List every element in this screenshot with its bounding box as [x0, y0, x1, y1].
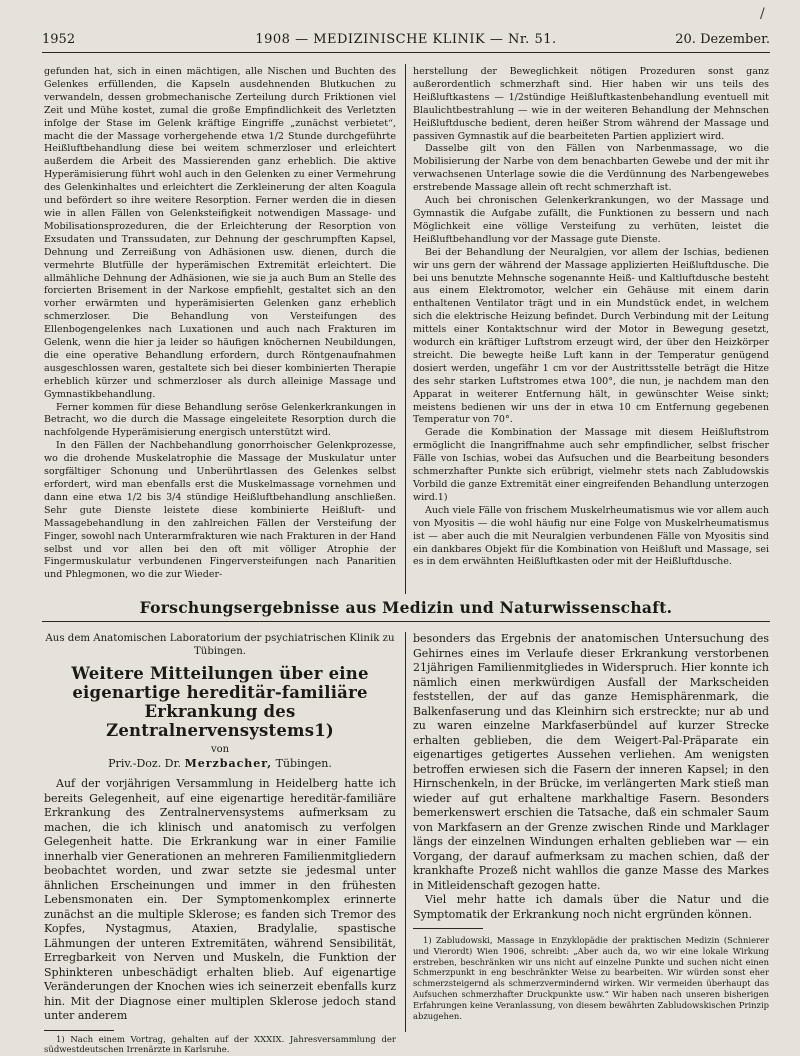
footnote-block: [413, 935, 769, 1021]
column-divider: [405, 632, 406, 1032]
paragraph: herstellung der Beweglichkeit nötigen Prozeduren sonst ganz außerordentlich schmerzhaft sind. Hier haben wir uns teils des Heißluftkastens — 1/2stündige Heißluftkastenbehandlung eventuell mit Blaulichtbestrahlung — wie in der weiteren Behandlung der Mehnschen Heißluftdusche bedient, deren heißer Strom während der Massage und passiven Gymnastik auf die bearbeiteten Partien appliziert wird.: [413, 66, 769, 142]
paragraph: Gerade die Kombination der Massage mit diesem Heißluftstrom ermöglicht die Inangriffnahme auch sehr empfindlicher, selbst frischer Fälle von Ischias, wobei das Aufsuchen und die Bearbeitung besonders schmerzhafter Punkte sich erübrigt, vielmehr stets nach Zabludowskis Vorbild die ganze Extremität einer eingreifenden Behandlung unterzogen wird.1): [413, 427, 769, 503]
footnote: 1) Nach einem Vortrag, gehalten auf der XXXIX. Jahresversammlung der südwestdeutschen Irrenärzte in Karlsruhe.: [44, 1034, 396, 1056]
paragraph: besonders das Ergebnis der anatomischen Untersuchung des Gehirnes eines im Verlaufe dieser Erkrankung verstorbenen 21jährigen Familienmitgliedes in Widerspruch. Hier konnte ich nämlich einen merkwürdigen Ausfall der Markscheiden feststellen, der auf das ganze Hemisphärenmark, die Balkenfaserung und das Kleinhirn sich erstreckte; nur ab und zu waren einzelne Markfaserbündel auf kurzer Strecke erhalten geblieben, die dem Weigert-Pal-Präparate ein eigenartiges getigertes Aussehen verliehen. Am wenigsten betroffen erwiesen sich die Fasern der inneren Kapsel; in den Hirnschenkeln, in der Brücke, im verlängerten Mark stieß man wieder auf gut erhaltene markhaltige Fasern. Besonders bemerkenswert erschien die Tatsache, daß ein schmaler Saum von Markfasern an der Grenze zwischen Rinde und Marklager längs der einzelnen Windungen erhalten geblieben war — ein Vorgang, der darauf aufmerksam zu machen schien, daß der krankhafte Prozeß nicht wahllos die ganze Masse des Markes in Mitleidenschaft gezogen hatte.: [413, 632, 769, 892]
article-left-column: [44, 632, 396, 1056]
footnote-rule: [44, 1030, 114, 1031]
page-number: 1952: [42, 32, 76, 47]
paragraph: gefunden hat, sich in einen mächtigen, alle Nischen und Buchten des Gelenkes erfüllenden, die Kapseln ausdehnenden Blutkuchen zu verwandeln, dessen grobmechanische Zerteilung durch Friktionen viel Zeit und Mühe kostet, zumal die große Empfindlichkeit des Verletzten infolge der Stase im Gelenk kräftige Eingriffe „zunächst verbietet“, macht die der Massage vorhergehende etwa 1/2 Stunde durchgeführte Heißluftbehandlung diese bei weitem schmerzloser und erleichtert außerdem die Arbeit des Massierenden ganz erheblich. Die aktive Hyperämisierung führt wohl auch in den Gelenken zu einer Vermehrung des Gelenkinhaltes und erleichtert die Zerkleinerung der alten Koagula und befördert so ihre weitere Resorption. Ferner werden die in diesen wie in allen Fällen von Gelenksteifigkeit notwendigen Massage- und Mobilisationsprozeduren, die der Erleichterung der Resorption von Exsudaten und Transsudaten, zur Dehnung der geschrumpften Kapsel, Dehnung und Zerreißung von Adhäsionen usw. dienen, durch die vermehrte Blutfülle der hyperämischen Extremität erleichtert. Die allmähliche Dehnung der Adhäsionen, wie sie ja auch Bum an Stelle des forcierten Brisement in der Narkose empfiehlt, gestaltet sich an den vorher erwärmten und hyperämisierten Gelenken ganz erheblich schmerzloser. Die Behandlung von Versteifungen des Ellenbogengelenkes nach Luxationen und auch nach Frakturen im Gelenk, wenn die hier ja leider so häufigen knöchernen Neubildungen, die eine operative Behandlung erfordern, durch Röntgenaufnahmen ausgeschlossen waren, gestaltete sich bei dieser kombinierten Therapie erheblich kürzer und schmerzloser als durch alleinige Massage und Gymnastikbehandlung.: [44, 66, 396, 400]
article-title: Weitere Mitteilungen über eine eigenartige hereditär-familiäre Erkrankung des Zentralnervensystems1): [71, 664, 369, 740]
column-divider: [405, 64, 406, 594]
author-prefix: Priv.-Doz. Dr.: [108, 757, 182, 770]
paragraph: Auf der vorjährigen Versammlung in Heidelberg hatte ich bereits Gelegenheit, auf eine eigenartige hereditär-familiäre Erkrankung des Zentralnervensystems aufmerksam zu machen, die ich klinisch und anatomisch zu verfolgen Gelegenheit hatte. Die Erkrankung war in einer Familie innerhalb vier Generationen an mehreren Familienmitgliedern beobachtet worden, und zwar setzte sie jedesmal unter ähnlichen Erscheinungen und immer in den frühesten Lebensmonaten ein. Der Symptomenkomplex erinnerte zunächst an die multiple Sklerose; es fanden sich Tremor des Kopfes, Nystagmus, Ataxien, Bradylalie, spastische Lähmungen der unteren Extremitäten, während Sensibilität, Erregbarkeit von Nerven und Muskeln, die Funktion der Sphinkteren unbeschädigt erhalten blieb. Auf eigenartige Veränderungen der Knochen wies ich seinerzeit ebenfalls kurz hin. Mit der Diagnose einer multiplen Sklerose jedoch stand unter anderem: [44, 777, 396, 1022]
paragraph: Auch bei chronischen Gelenkerkrankungen, wo der Massage und Gymnastik die Aufgabe zufällt, die Funktionen zu bessern und nach Möglichkeit eine völlige Versteifung zu verhüten, leistet die Heißluftbehandlung vor der Massage gute Dienste.: [413, 195, 769, 245]
footnote-rule: [413, 928, 483, 929]
byline-von: von: [210, 744, 230, 755]
journal-title: 1908 — MEDIZINISCHE KLINIK — Nr. 51.: [255, 32, 557, 47]
running-header: [42, 30, 770, 53]
corner-pencil-mark: /: [760, 6, 765, 22]
author-name: Merzbacher,: [184, 757, 273, 770]
article-origin: Aus dem Anatomischen Laboratorium der psychiatrischen Klinik zu Tübingen.: [45, 633, 395, 657]
paragraph: In den Fällen der Nachbehandlung gonorrhoischer Gelenkprozesse, wo die drohende Muskelatrophie die Massage der Muskulatur unter sorgfältiger Schonung und Unberührtlassen des Gelenkes selbst erfordert, wird man ebenfalls erst die Muskelmassage vornehmen und dann eine etwa 1/2 bis 3/4 stündige Heißluftbehandlung anschließen. Sehr gute Dienste leistete diese kombinierte Heißluft- und Massagebehandlung in den zahlreichen Fällen der Versteifung der Finger, sowohl nach Unterarmfrakturen wie nach Frakturen in der Hand selbst und vor allen bei den oft mit völliger Atrophie der Fingermuskulatur verbundenen Fingerversteifungen nach Panaritien und Phlegmonen, wo die zur Wieder-: [44, 440, 396, 581]
paragraph: Dasselbe gilt von den Fällen von Narbenmassage, wo die Mobilisierung der Narbe von dem benachbarten Gewebe und der mit ihr verwachsenen Unterlage sowie die die Verdünnung des Narbengewebes erstrebende Massage allein oft recht schmerzhaft ist.: [413, 143, 769, 194]
issue-date: 20. Dezember.: [675, 32, 770, 47]
paragraph: Bei der Behandlung der Neuralgien, vor allem der Ischias, bedienen wir uns gern der während der Massage applizierten Heißluftdusche. Die bei uns benutzte Mehnsche sogenannte Heiß- und Kaltluftdusche besteht aus einem Elektromotor, welcher ein Gehäuse mit einem darin enthaltenen Ventilator trägt und in ein Mundstück endet, in welchem sich die elektrische Heizung befindet. Durch Verbindung mit der Leitung mittels einer Kontaktschnur wird der Motor in Bewegung gesetzt, wodurch ein kräftiger Luftstrom erzeugt wird, der über den Heizkörper streicht. Die bewegte heiße Luft kann in der Temperatur genügend dosiert werden, ungefähr 1 cm vor der Austrittsstelle beträgt die Hitze des sehr starken Luftstromes etwa 100°, die nun, je nachdem man den Apparat in weiterer Entfernung hält, in gewünschter Weise sinkt; meistens bedienen wir uns der in etwa 10 cm Entfernung gegebenen Temperatur von 70°.: [413, 246, 769, 426]
top-right-column: [413, 66, 769, 594]
article-right-column: [413, 632, 769, 1042]
top-left-column: [44, 66, 396, 594]
paragraph: Ferner kommen für diese Behandlung seröse Gelenkerkrankungen in Betracht, wo die durch die Massage eingeleitete Resorption durch die nachfolgende Hyperämisierung energisch unterstützt wird.: [44, 401, 396, 439]
article-author: [44, 756, 396, 771]
section-heading: Forschungsergebnisse aus Medizin und Naturwissenschaft.: [42, 598, 770, 622]
paragraph: Auch viele Fälle von frischem Muskelrheumatismus wie vor allem auch von Myositis — die wohl häufig nur eine Folge von Muskelrheumatismus ist — aber auch die mit Neuralgien verbundenen Fälle von Myositis sind ein dankbares Objekt für die Kombination von Heißluft und Massage, sei es in dem erwähnten Heißluftkasten oder mit der Heißluftdusche.: [413, 504, 769, 568]
footnote: 1) Zabludowski, Massage in Enzyklopädie der praktischen Medizin (Schnierer und Vierordt) Wien 1906, schreibt: „Aber auch da, wo wir eine lokale Wirkung erstreben, beschränken wir uns nicht auf einzelne Punkte und suchen nicht einen Schmerzpunkt in eng beschränkter Weise zu bearbeiten. Wir würden sonst eher schmerzsteigernd als schmerzvermindernd wirken. Wir vermeiden überhaupt das Aufsuchen schmerzhafter Druckpunkte usw.“ Wir haben nach unseren bisherigen Erfahrungen keine Veranlassung, von diesem bewährten Zabludowskischen Prinzip abzugehen.: [413, 935, 769, 1021]
author-place: Tübingen.: [275, 757, 332, 770]
paragraph: Viel mehr hatte ich damals über die Natur und die Symptomatik der Erkrankung noch nicht ergründen können.: [413, 893, 769, 921]
